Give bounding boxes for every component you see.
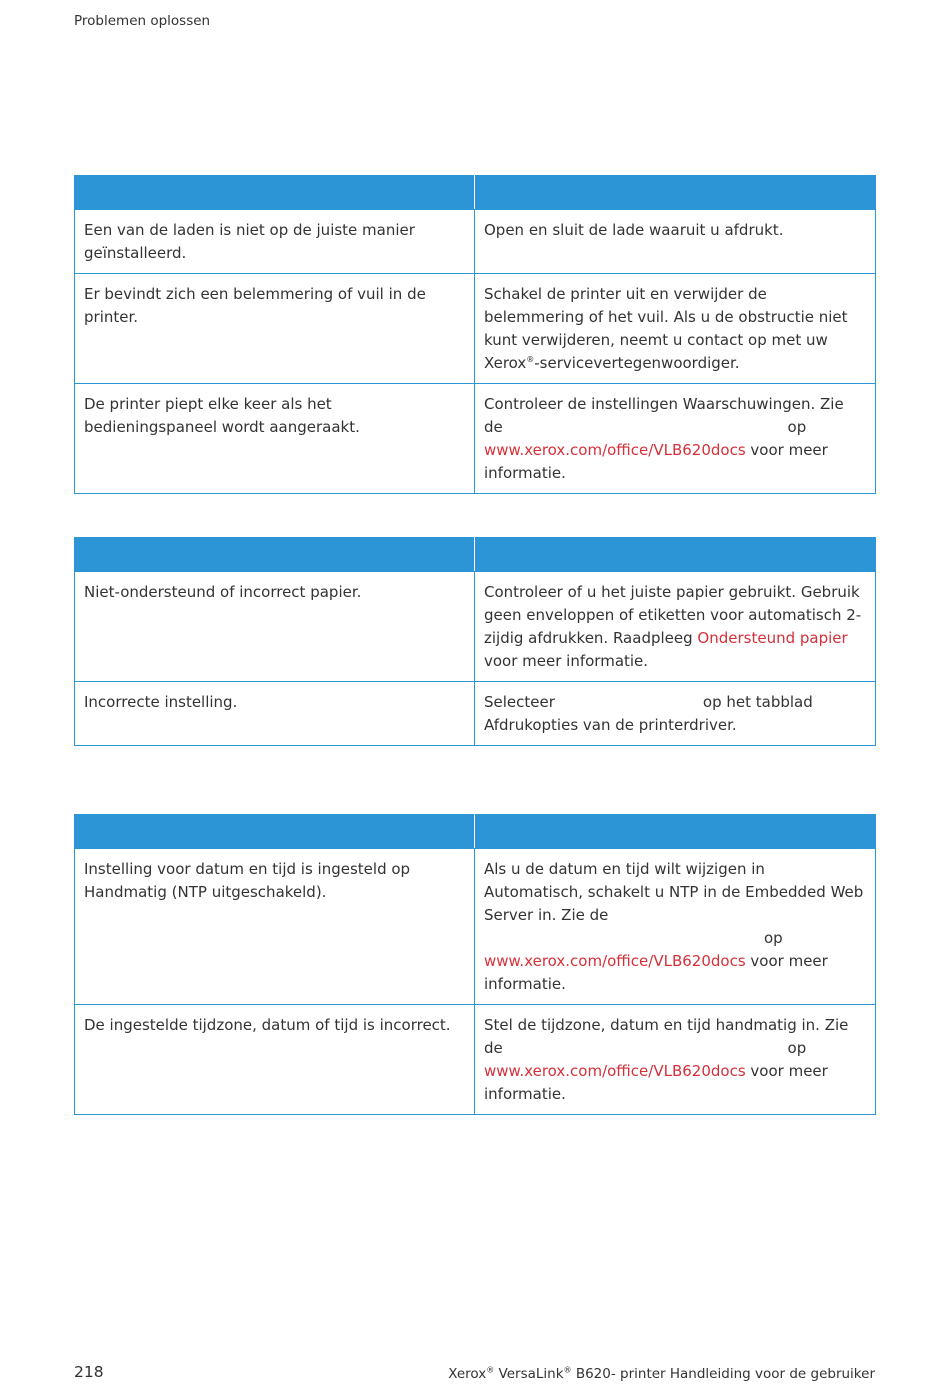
table-header-row — [75, 176, 876, 210]
footer-title — [448, 1366, 875, 1382]
registered-mark: ® — [526, 355, 535, 364]
solution-text: Stel de tijdzone, datum en tijd handmatig in. Zie de — [484, 1016, 849, 1057]
troubleshooting-table-3 — [74, 814, 876, 1115]
header-cell-cause — [75, 815, 475, 849]
table-row — [75, 210, 876, 274]
solution-cell — [475, 572, 876, 682]
header-cell-cause — [75, 176, 475, 210]
table-row — [75, 849, 876, 1005]
footer-brand: Xerox — [448, 1366, 487, 1382]
cause-cell: Niet-ondersteund of incorrect papier. — [75, 572, 475, 682]
cause-cell: Er bevindt zich een belemmering of vuil in de printer. — [75, 274, 475, 384]
registered-mark: ® — [486, 1365, 495, 1375]
cause-cell: De printer piept elke keer als het bedieningspaneel wordt aangeraakt. — [75, 384, 475, 494]
troubleshooting-table-1 — [74, 175, 876, 494]
docs-link[interactable]: www.xerox.com/office/VLB620docs — [484, 952, 746, 970]
table-row — [75, 384, 876, 494]
header-cell-solution — [475, 538, 876, 572]
footer-title-rest: B620- printer Handleiding voor de gebruiker — [575, 1366, 875, 1382]
solution-cell — [475, 1005, 876, 1115]
solution-op: op — [764, 929, 783, 947]
table-header-row — [75, 815, 876, 849]
header-cell-solution — [475, 176, 876, 210]
solution-cell: Open en sluit de lade waaruit u afdrukt. — [475, 210, 876, 274]
solution-text-after: voor meer informatie. — [484, 652, 649, 670]
solution-text-after: op het tabblad Afdrukopties van de printerdriver. — [484, 693, 813, 734]
troubleshooting-table-2 — [74, 537, 876, 746]
running-header: Problemen oplossen — [74, 13, 211, 29]
solution-cell — [475, 274, 876, 384]
solution-op: op — [787, 1039, 807, 1057]
supported-paper-link[interactable]: Ondersteund papier — [697, 629, 848, 647]
solution-text-after: -servicevertegenwoordiger. — [534, 354, 740, 372]
solution-text: Als u de datum en tijd wilt wijzigen in Automatisch, schakelt u NTP in de Embedded Web Server in. Zie de — [484, 860, 864, 924]
table-row — [75, 572, 876, 682]
header-cell-cause — [75, 538, 475, 572]
table-header-row — [75, 538, 876, 572]
cause-cell: Instelling voor datum en tijd is ingesteld op Handmatig (NTP uitgeschakeld). — [75, 849, 475, 1005]
cause-cell: Een van de laden is niet op de juiste manier geïnstalleerd. — [75, 210, 475, 274]
table-row — [75, 1005, 876, 1115]
registered-mark: ® — [563, 1365, 572, 1375]
solution-cell — [475, 682, 876, 746]
table-row — [75, 682, 876, 746]
solution-text-after: voor meer informatie. — [484, 1062, 828, 1103]
header-cell-solution — [475, 815, 876, 849]
table-row — [75, 274, 876, 384]
footer-product: VersaLink — [498, 1366, 564, 1382]
solution-cell — [475, 384, 876, 494]
solution-text: Selecteer — [484, 693, 555, 711]
cause-cell: Incorrecte instelling. — [75, 682, 475, 746]
solution-text: Controleer of u het juiste papier gebruikt. Gebruik geen enveloppen of etiketten voor automatisch 2-zijdig afdrukken. Raadpleeg — [484, 583, 862, 647]
page-number: 218 — [74, 1363, 104, 1381]
solution-text: Controleer de instellingen Waarschuwingen. Zie de — [484, 395, 844, 436]
docs-link[interactable]: www.xerox.com/office/VLB620docs — [484, 441, 746, 459]
solution-text: Schakel de printer uit en verwijder de belemmering of het vuil. Als u de obstructie niet kunt verwijderen, neemt u contact op met uw Xerox — [484, 285, 848, 372]
solution-text-after: voor meer informatie. — [484, 952, 828, 993]
solution-op: op — [787, 418, 807, 436]
cause-cell: De ingestelde tijdzone, datum of tijd is incorrect. — [75, 1005, 475, 1115]
docs-link[interactable]: www.xerox.com/office/VLB620docs — [484, 1062, 746, 1080]
solution-cell — [475, 849, 876, 1005]
solution-text-after: voor meer informatie. — [484, 441, 828, 482]
